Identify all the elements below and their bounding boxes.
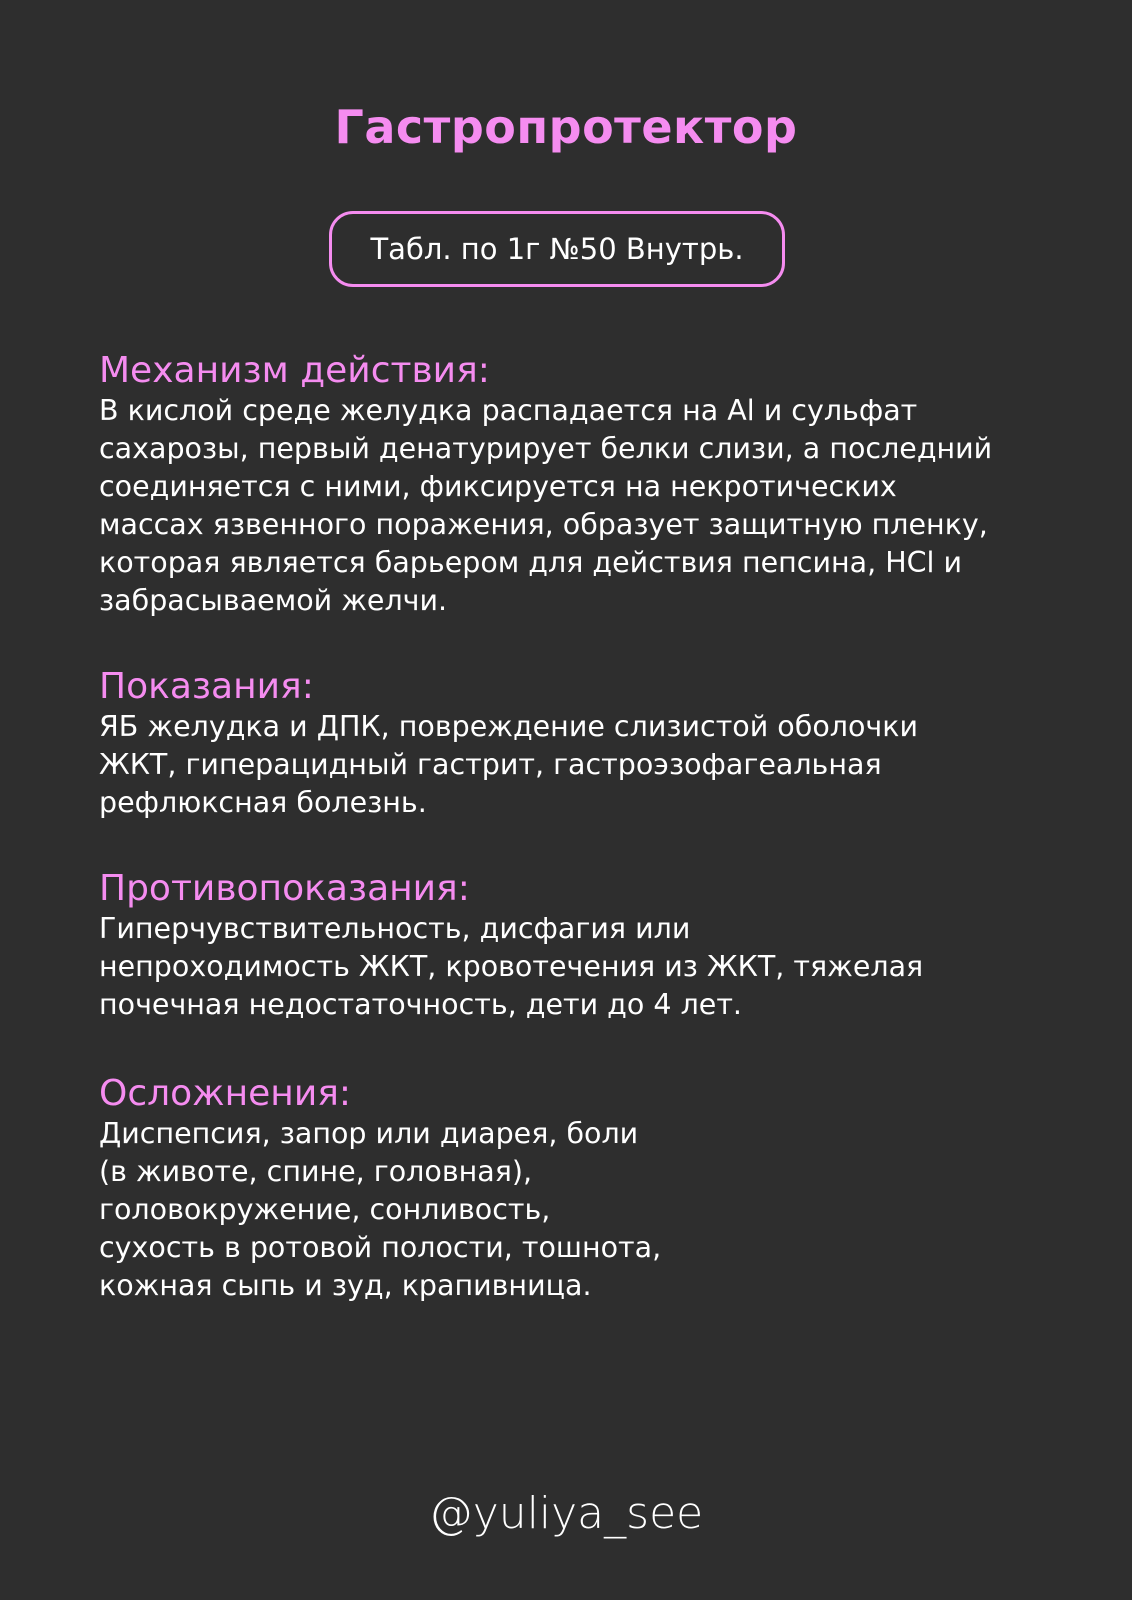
dose-badge (329, 211, 785, 287)
page-title: Гастропротектор (334, 100, 798, 154)
section-heading-indications: Показания: (99, 666, 314, 707)
section-body-complications: Диспепсия, запор или диарея, боли (в животе, спине, головная), головокружение, сонливость, сухость в ротовой полости, тошнота, кожная сыпь и зуд, крапивница. (99, 1117, 662, 1302)
section-body-contraindications: Гиперчувствительность, дисфагия или непроходимость ЖКТ, кровотечения из ЖКТ, тяжелая почечная недостаточность, дети до 4 лет. (99, 912, 924, 1021)
section-mechanism (99, 350, 1059, 620)
section-indications (99, 666, 1059, 822)
section-complications (99, 1073, 1059, 1305)
section-heading-contraindications: Противопоказания: (99, 868, 470, 909)
section-heading-complications: Осложнения: (99, 1073, 351, 1114)
dose-text: Табл. по 1г №50 Внутрь. (370, 232, 744, 266)
author-handle: @yuliya_see (428, 1488, 704, 1539)
section-contraindications (99, 868, 1059, 1024)
section-heading-mechanism: Механизм действия: (99, 350, 490, 391)
section-body-mechanism: В кислой среде желудка распадается на Al и сульфат сахарозы, первый денатурирует белки слизи, а последний соединяется с ними, фиксируется на некротических массах язвенного поражения, образует защитную пленку, которая является барьером для действия пепсина, HCl и забрасываемой желчи. (99, 394, 993, 617)
section-body-indications: ЯБ желудка и ДПК, повреждение слизистой оболочки ЖКТ, гиперацидный гастрит, гастроэзофагеальная рефлюксная болезнь. (99, 710, 918, 819)
